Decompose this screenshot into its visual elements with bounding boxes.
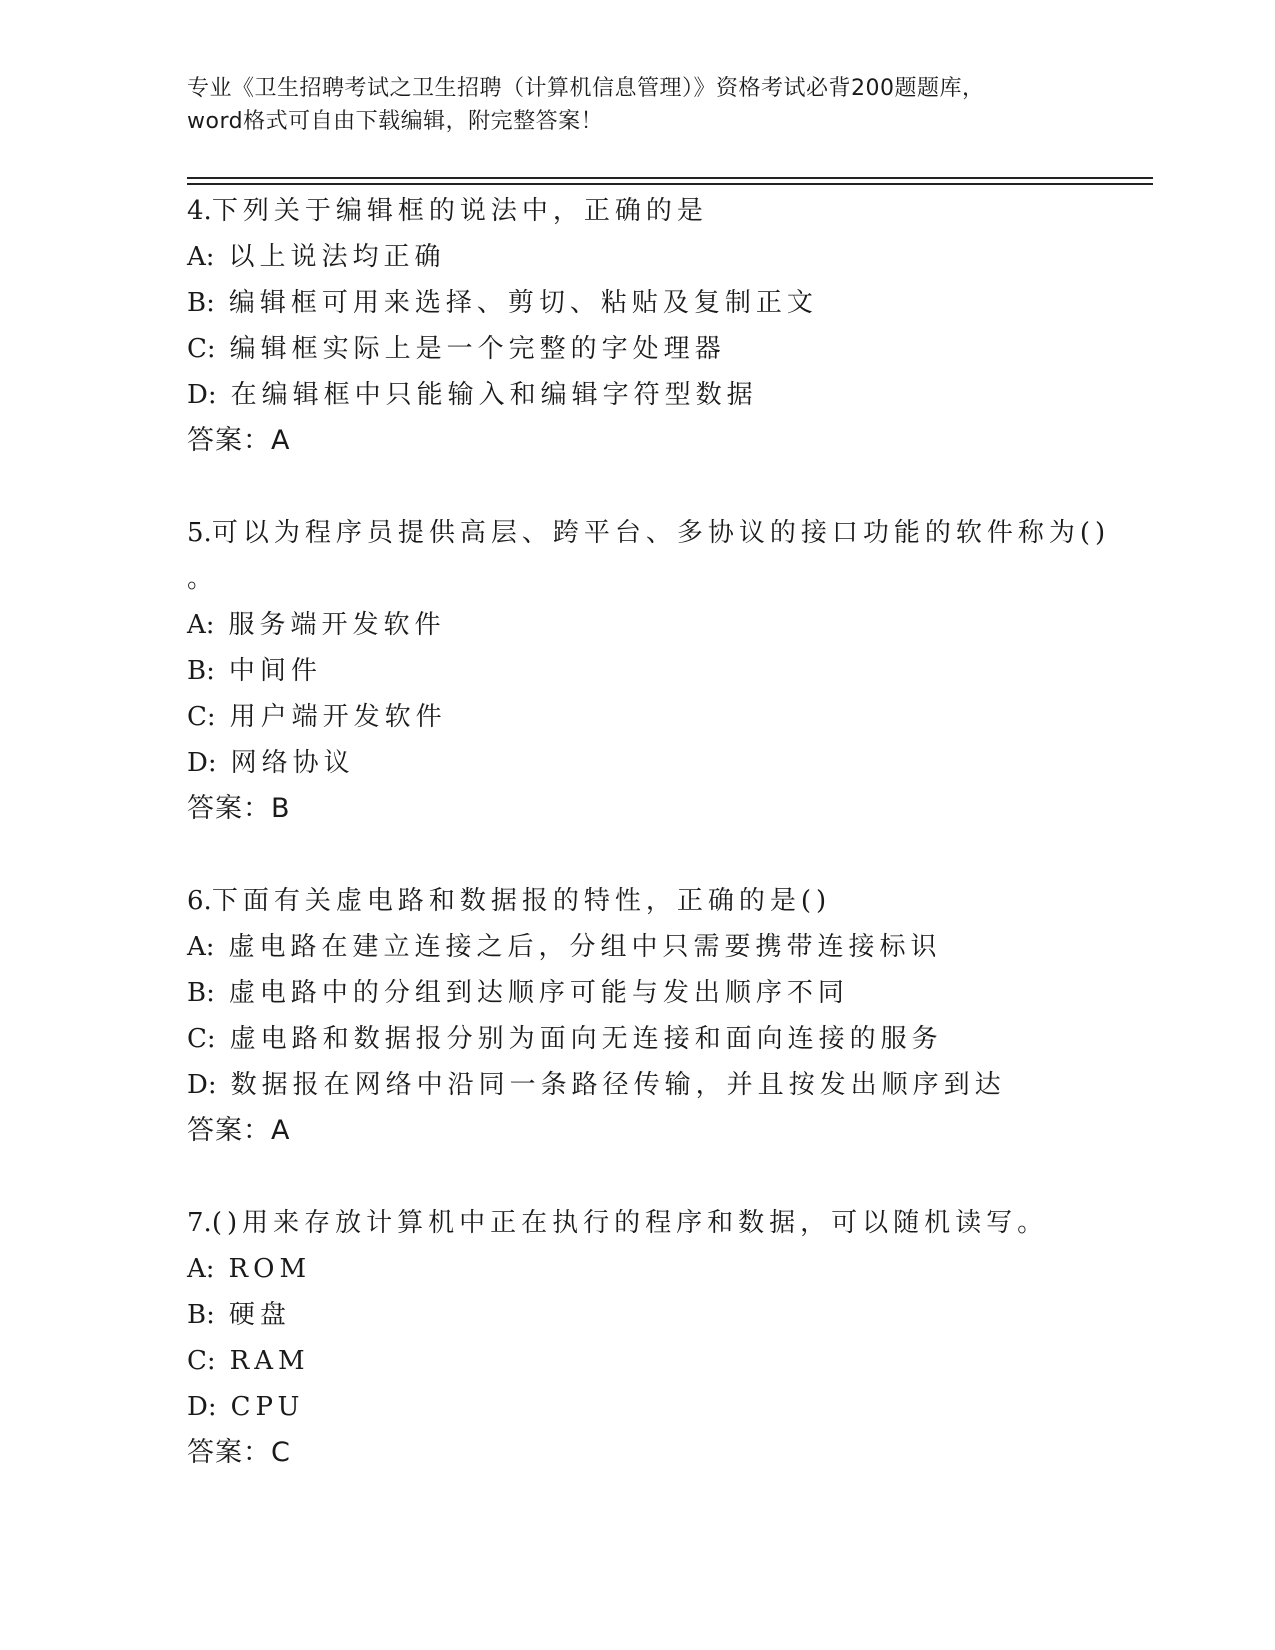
option-letter: A: <box>187 1254 215 1284</box>
header-divider-bottom <box>187 183 1153 185</box>
option-letter: C: <box>187 702 216 732</box>
option-c <box>187 1016 1153 1062</box>
option-d <box>187 1062 1153 1108</box>
option-a <box>187 1246 1153 1292</box>
question-list <box>187 188 1153 1522</box>
option-a <box>187 602 1153 648</box>
question-text: ()用来存放计算机中正在执行的程序和数据，可以随机读写。 <box>211 1208 1049 1238</box>
option-d <box>187 1384 1153 1430</box>
option-text: RAM <box>229 1346 310 1376</box>
option-letter: D: <box>187 748 217 778</box>
option-text: 虚电路中的分组到达顺序可能与发出顺序不同 <box>228 978 849 1008</box>
answer-line: 答案：A <box>187 425 291 456</box>
option-text: 以上说法均正确 <box>228 242 446 272</box>
option-letter: D: <box>187 1392 217 1422</box>
option-text: 编辑框可用来选择、剪切、粘贴及复制正文 <box>228 288 818 318</box>
question-stem <box>187 878 1153 924</box>
option-letter: A: <box>187 610 215 640</box>
option-text: 中间件 <box>228 656 322 686</box>
document-header <box>187 72 1087 138</box>
option-letter: C: <box>187 1024 216 1054</box>
question-5 <box>187 510 1153 832</box>
option-text: 编辑框实际上是一个完整的字处理器 <box>229 334 726 364</box>
question-number: 4. <box>187 196 212 226</box>
option-d <box>187 740 1153 786</box>
option-letter: B: <box>187 978 215 1008</box>
question-7 <box>187 1200 1153 1476</box>
question-text: 可以为程序员提供高层、跨平台、多协议的接口功能的软件称为() <box>211 518 1111 548</box>
question-4 <box>187 188 1153 464</box>
question-number: 5. <box>187 518 212 548</box>
option-b <box>187 280 1153 326</box>
option-text: 服务端开发软件 <box>228 610 446 640</box>
option-b <box>187 648 1153 694</box>
option-letter: B: <box>187 1300 215 1330</box>
option-a <box>187 924 1153 970</box>
option-d <box>187 372 1153 418</box>
question-number: 7. <box>187 1208 212 1238</box>
option-text: 在编辑框中只能输入和编辑字符型数据 <box>230 380 758 410</box>
option-c <box>187 326 1153 372</box>
header-line-1: 专业《卫生招聘考试之卫生招聘（计算机信息管理）》资格考试必背200题题库， <box>187 76 985 101</box>
question-stem <box>187 188 1153 234</box>
option-letter: A: <box>187 242 215 272</box>
option-letter: B: <box>187 656 215 686</box>
option-text: 用户端开发软件 <box>229 702 447 732</box>
question-stem <box>187 510 1153 556</box>
option-b <box>187 1292 1153 1338</box>
question-text: 下列关于编辑框的说法中，正确的是 <box>211 196 708 226</box>
question-text-continuation: 。 <box>187 564 219 594</box>
header-divider-top <box>187 177 1153 179</box>
option-letter: B: <box>187 288 215 318</box>
option-letter: C: <box>187 334 216 364</box>
option-text: 网络协议 <box>230 748 355 778</box>
option-letter: C: <box>187 1346 216 1376</box>
option-letter: D: <box>187 380 217 410</box>
option-letter: D: <box>187 1070 217 1100</box>
option-c <box>187 1338 1153 1384</box>
option-text: 虚电路和数据报分别为面向无连接和面向连接的服务 <box>229 1024 943 1054</box>
option-text: ROM <box>228 1254 312 1284</box>
question-stem <box>187 1200 1153 1246</box>
answer-line: 答案：A <box>187 1115 291 1146</box>
header-line-2: word格式可自由下载编辑，附完整答案！ <box>187 109 604 134</box>
question-number: 6. <box>187 886 212 916</box>
option-a <box>187 234 1153 280</box>
answer-line: 答案：C <box>187 1437 291 1468</box>
question-text: 下面有关虚电路和数据报的特性，正确的是() <box>211 886 832 916</box>
option-text: 数据报在网络中沿同一条路径传输，并且按发出顺序到达 <box>230 1070 1006 1100</box>
question-6 <box>187 878 1153 1154</box>
option-b <box>187 970 1153 1016</box>
option-text: 虚电路在建立连接之后，分组中只需要携带连接标识 <box>228 932 942 962</box>
option-letter: A: <box>187 932 215 962</box>
answer-line: 答案：B <box>187 793 291 824</box>
option-text: CPU <box>230 1392 305 1422</box>
option-text: 硬盘 <box>228 1300 291 1330</box>
option-c <box>187 694 1153 740</box>
